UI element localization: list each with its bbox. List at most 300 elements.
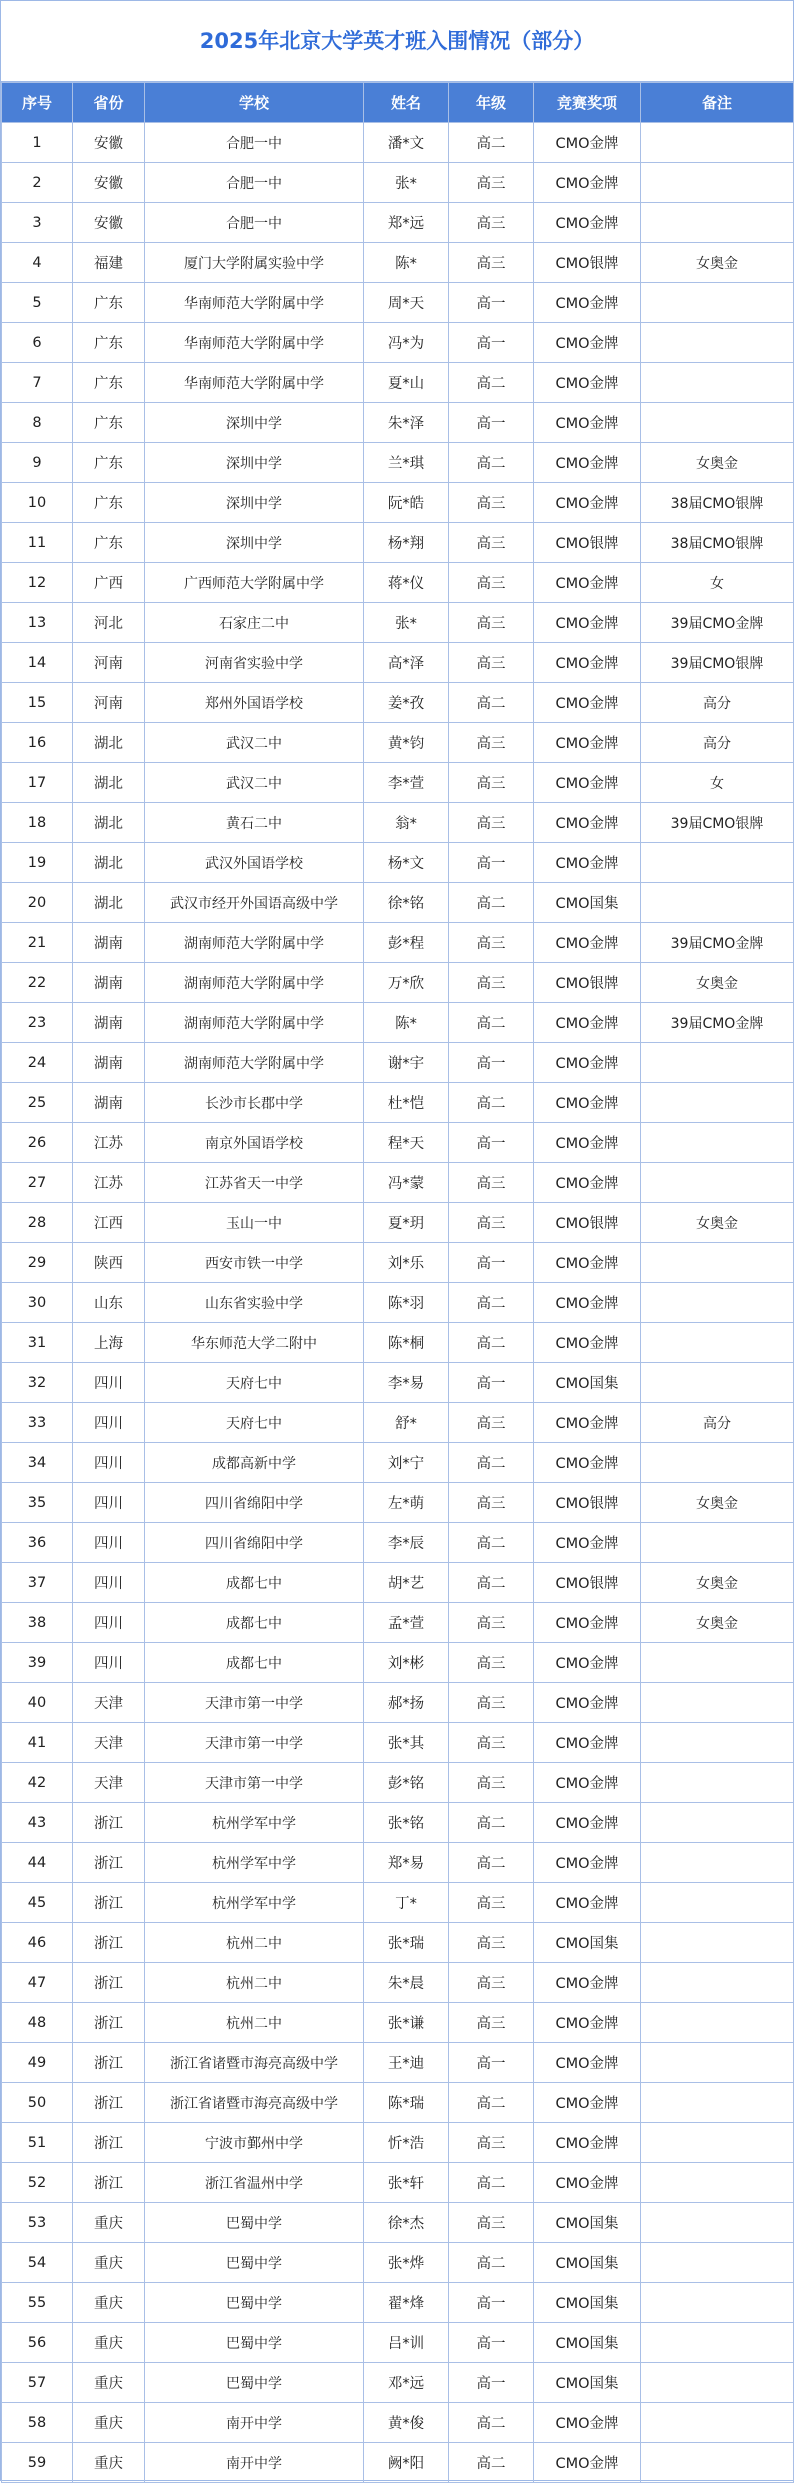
cell-note xyxy=(641,2203,794,2243)
cell-name: 冯*为 xyxy=(364,323,449,363)
cell-grade: 高三 xyxy=(449,1883,534,1923)
cell-province: 广东 xyxy=(73,283,145,323)
table-row xyxy=(2,763,794,803)
cell-name: 黄*俊 xyxy=(364,2403,449,2443)
table-row xyxy=(2,1043,794,1083)
cell-grade: 高二 xyxy=(449,1443,534,1483)
cell-province: 广东 xyxy=(73,443,145,483)
cell-award: CMO金牌 xyxy=(534,203,641,243)
cell-note: 高分 xyxy=(641,1403,794,1443)
cell-name: 张*轩 xyxy=(364,2163,449,2203)
cell-school: 杭州二中 xyxy=(145,2003,364,2043)
cell-province: 浙江 xyxy=(73,1883,145,1923)
cell-province: 广西 xyxy=(73,563,145,603)
cell-award: CMO银牌 xyxy=(534,963,641,1003)
cell-school: 成都七中 xyxy=(145,1603,364,1643)
cell-province: 重庆 xyxy=(73,2323,145,2363)
cell-school: 深圳中学 xyxy=(145,483,364,523)
cell-province: 江苏 xyxy=(73,1163,145,1203)
cell-grade: 高一 xyxy=(449,2283,534,2323)
cell-note xyxy=(641,123,794,163)
cell-award: CMO银牌 xyxy=(534,1483,641,1523)
cell-school: 武汉外国语学校 xyxy=(145,843,364,883)
cell-grade: 高一 xyxy=(449,2363,534,2403)
table-row xyxy=(2,643,794,683)
cell-school: 武汉二中 xyxy=(145,723,364,763)
cell-school: 南京外国语学校 xyxy=(145,1123,364,1163)
table-row xyxy=(2,1523,794,1563)
cell-province: 浙江 xyxy=(73,2123,145,2163)
cell-province: 河南 xyxy=(73,643,145,683)
cell-name: 兰*琪 xyxy=(364,443,449,483)
header-note: 备注 xyxy=(641,83,794,123)
cell-school: 深圳中学 xyxy=(145,443,364,483)
cell-index: 34 xyxy=(2,1443,73,1483)
cell-note xyxy=(641,2363,794,2403)
cell-grade: 高三 xyxy=(449,603,534,643)
cell-school: 华南师范大学附属中学 xyxy=(145,283,364,323)
cell-province: 浙江 xyxy=(73,1923,145,1963)
cell-grade: 高三 xyxy=(449,243,534,283)
cell-note: 39届CMO银牌 xyxy=(641,643,794,683)
header-school: 学校 xyxy=(145,83,364,123)
cell-award: CMO金牌 xyxy=(534,2443,641,2483)
table-row xyxy=(2,723,794,763)
cell-school: 浙江省温州中学 xyxy=(145,2163,364,2203)
cell-grade: 高一 xyxy=(449,283,534,323)
cell-grade: 高三 xyxy=(449,1763,534,1803)
cell-grade: 高三 xyxy=(449,1203,534,1243)
cell-note xyxy=(641,163,794,203)
table-row xyxy=(2,2283,794,2323)
cell-name: 陈* xyxy=(364,243,449,283)
table-row xyxy=(2,1563,794,1603)
cell-grade: 高三 xyxy=(449,2203,534,2243)
cell-index: 38 xyxy=(2,1603,73,1643)
cell-award: CMO金牌 xyxy=(534,1243,641,1283)
cell-index: 4 xyxy=(2,243,73,283)
cell-index: 39 xyxy=(2,1643,73,1683)
cell-index: 48 xyxy=(2,2003,73,2043)
cell-name: 阙*阳 xyxy=(364,2443,449,2483)
cell-index: 55 xyxy=(2,2283,73,2323)
cell-award: CMO金牌 xyxy=(534,483,641,523)
cell-note: 38届CMO银牌 xyxy=(641,483,794,523)
table-row xyxy=(2,883,794,923)
cell-note: 女奥金 xyxy=(641,1203,794,1243)
cell-school: 华南师范大学附属中学 xyxy=(145,363,364,403)
cell-name: 高*泽 xyxy=(364,643,449,683)
cell-grade: 高二 xyxy=(449,1003,534,1043)
cell-name: 谢*宇 xyxy=(364,1043,449,1083)
cell-note: 女奥金 xyxy=(641,443,794,483)
table-row xyxy=(2,1923,794,1963)
cell-index: 18 xyxy=(2,803,73,843)
header-index: 序号 xyxy=(2,83,73,123)
cell-note xyxy=(641,1043,794,1083)
cell-note xyxy=(641,323,794,363)
cell-province: 湖北 xyxy=(73,723,145,763)
cell-province: 天津 xyxy=(73,1763,145,1803)
cell-name: 邓*远 xyxy=(364,2363,449,2403)
table-row xyxy=(2,1603,794,1643)
cell-province: 陕西 xyxy=(73,1243,145,1283)
cell-note xyxy=(641,1803,794,1843)
cell-grade: 高一 xyxy=(449,2043,534,2083)
cell-province: 湖南 xyxy=(73,963,145,1003)
cell-award: CMO银牌 xyxy=(534,1203,641,1243)
cell-province: 安徽 xyxy=(73,123,145,163)
cell-name: 夏*玥 xyxy=(364,1203,449,1243)
cell-school: 巴蜀中学 xyxy=(145,2363,364,2403)
cell-school: 湖南师范大学附属中学 xyxy=(145,1003,364,1043)
table-row xyxy=(2,1123,794,1163)
header-province: 省份 xyxy=(73,83,145,123)
cell-note xyxy=(641,2163,794,2203)
cell-award: CMO金牌 xyxy=(534,363,641,403)
cell-note xyxy=(641,1243,794,1283)
cell-grade: 高一 xyxy=(449,1123,534,1163)
cell-school: 厦门大学附属实验中学 xyxy=(145,243,364,283)
cell-index: 40 xyxy=(2,1683,73,1723)
cell-note xyxy=(641,2123,794,2163)
cell-name: 陈*瑞 xyxy=(364,2083,449,2123)
cell-index: 26 xyxy=(2,1123,73,1163)
cell-note xyxy=(641,1163,794,1203)
cell-school: 长沙市长郡中学 xyxy=(145,1083,364,1123)
cell-note xyxy=(641,403,794,443)
cell-note xyxy=(641,363,794,403)
cell-award: CMO金牌 xyxy=(534,563,641,603)
table-row xyxy=(2,483,794,523)
cell-school: 石家庄二中 xyxy=(145,603,364,643)
cell-province: 湖南 xyxy=(73,923,145,963)
cell-award: CMO金牌 xyxy=(534,1083,641,1123)
cell-province: 浙江 xyxy=(73,2083,145,2123)
cell-name: 吕*训 xyxy=(364,2323,449,2363)
cell-grade: 高二 xyxy=(449,1283,534,1323)
table-row xyxy=(2,843,794,883)
cell-index: 30 xyxy=(2,1283,73,1323)
cell-school: 杭州二中 xyxy=(145,1923,364,1963)
cell-school: 武汉市经开外国语高级中学 xyxy=(145,883,364,923)
cell-grade: 高二 xyxy=(449,1083,534,1123)
cell-note: 39届CMO金牌 xyxy=(641,603,794,643)
cell-index: 37 xyxy=(2,1563,73,1603)
cell-grade: 高三 xyxy=(449,643,534,683)
cell-grade: 高二 xyxy=(449,1563,534,1603)
cell-note xyxy=(641,2043,794,2083)
cell-name: 周*天 xyxy=(364,283,449,323)
cell-name: 胡*艺 xyxy=(364,1563,449,1603)
cell-note xyxy=(641,1683,794,1723)
cell-index: 15 xyxy=(2,683,73,723)
table-row xyxy=(2,2323,794,2363)
cell-index: 10 xyxy=(2,483,73,523)
cell-name: 陈*羽 xyxy=(364,1283,449,1323)
table-row xyxy=(2,2043,794,2083)
cell-award: CMO国集 xyxy=(534,2283,641,2323)
cell-name: 郝*扬 xyxy=(364,1683,449,1723)
cell-award: CMO金牌 xyxy=(534,1443,641,1483)
cell-school: 深圳中学 xyxy=(145,523,364,563)
cell-note: 高分 xyxy=(641,723,794,763)
cell-index: 56 xyxy=(2,2323,73,2363)
table-row xyxy=(2,323,794,363)
table-header-row xyxy=(2,83,794,123)
cell-note xyxy=(641,2323,794,2363)
cell-province: 湖南 xyxy=(73,1003,145,1043)
cell-province: 湖北 xyxy=(73,843,145,883)
cell-school: 巴蜀中学 xyxy=(145,2203,364,2243)
cell-award: CMO金牌 xyxy=(534,2003,641,2043)
cell-school: 杭州二中 xyxy=(145,1963,364,2003)
cell-grade: 高二 xyxy=(449,683,534,723)
cell-school: 华东师范大学二附中 xyxy=(145,1323,364,1363)
cell-school: 四川省绵阳中学 xyxy=(145,1483,364,1523)
cell-index: 50 xyxy=(2,2083,73,2123)
cell-index: 57 xyxy=(2,2363,73,2403)
header-award: 竞赛奖项 xyxy=(534,83,641,123)
cell-grade: 高三 xyxy=(449,1483,534,1523)
cell-note: 女奥金 xyxy=(641,1483,794,1523)
cell-award: CMO国集 xyxy=(534,2243,641,2283)
cell-note xyxy=(641,203,794,243)
cell-award: CMO银牌 xyxy=(534,523,641,563)
cell-award: CMO银牌 xyxy=(534,1563,641,1603)
cell-note: 女 xyxy=(641,563,794,603)
cell-note xyxy=(641,2003,794,2043)
cell-index: 45 xyxy=(2,1883,73,1923)
cell-grade: 高二 xyxy=(449,1323,534,1363)
cell-grade: 高二 xyxy=(449,443,534,483)
cell-award: CMO金牌 xyxy=(534,323,641,363)
cell-province: 广东 xyxy=(73,403,145,443)
cell-school: 合肥一中 xyxy=(145,203,364,243)
cell-award: CMO金牌 xyxy=(534,1043,641,1083)
table-row xyxy=(2,923,794,963)
cell-school: 四川省绵阳中学 xyxy=(145,1523,364,1563)
cell-index: 21 xyxy=(2,923,73,963)
cell-name: 张*其 xyxy=(364,1723,449,1763)
cell-grade: 高三 xyxy=(449,1403,534,1443)
header-name: 姓名 xyxy=(364,83,449,123)
cell-index: 1 xyxy=(2,123,73,163)
cell-award: CMO金牌 xyxy=(534,923,641,963)
table-row xyxy=(2,2443,794,2483)
cell-school: 玉山一中 xyxy=(145,1203,364,1243)
table-row xyxy=(2,403,794,443)
cell-index: 25 xyxy=(2,1083,73,1123)
table-row xyxy=(2,963,794,1003)
cell-name: 刘*宁 xyxy=(364,1443,449,1483)
cell-province: 江苏 xyxy=(73,1123,145,1163)
cell-award: CMO国集 xyxy=(534,2203,641,2243)
cell-index: 16 xyxy=(2,723,73,763)
table-row xyxy=(2,1763,794,1803)
cell-index: 28 xyxy=(2,1203,73,1243)
cell-school: 浙江省诸暨市海亮高级中学 xyxy=(145,2083,364,2123)
cell-name: 王*迪 xyxy=(364,2043,449,2083)
cell-index: 8 xyxy=(2,403,73,443)
cell-name: 陈*桐 xyxy=(364,1323,449,1363)
cell-province: 安徽 xyxy=(73,203,145,243)
cell-award: CMO国集 xyxy=(534,1363,641,1403)
cell-award: CMO金牌 xyxy=(534,643,641,683)
cell-index: 9 xyxy=(2,443,73,483)
cell-index: 58 xyxy=(2,2403,73,2443)
cell-note xyxy=(641,1643,794,1683)
cell-note xyxy=(641,1123,794,1163)
cell-grade: 高二 xyxy=(449,1843,534,1883)
cell-grade: 高三 xyxy=(449,483,534,523)
cell-name: 陈* xyxy=(364,1003,449,1043)
table-row xyxy=(2,1243,794,1283)
cell-note xyxy=(641,2443,794,2483)
header-grade: 年级 xyxy=(449,83,534,123)
cell-award: CMO金牌 xyxy=(534,723,641,763)
cell-province: 重庆 xyxy=(73,2243,145,2283)
cell-school: 广西师范大学附属中学 xyxy=(145,563,364,603)
cell-grade: 高二 xyxy=(449,1523,534,1563)
cell-note: 39届CMO金牌 xyxy=(641,1003,794,1043)
cell-school: 合肥一中 xyxy=(145,163,364,203)
cell-province: 河北 xyxy=(73,603,145,643)
cell-award: CMO金牌 xyxy=(534,283,641,323)
cell-province: 浙江 xyxy=(73,2163,145,2203)
cell-index: 47 xyxy=(2,1963,73,2003)
cell-name: 徐*铭 xyxy=(364,883,449,923)
cell-school: 天府七中 xyxy=(145,1363,364,1403)
table-row xyxy=(2,2083,794,2123)
cell-school: 郑州外国语学校 xyxy=(145,683,364,723)
table-row xyxy=(2,1643,794,1683)
cell-award: CMO金牌 xyxy=(534,1803,641,1843)
cell-name: 姜*孜 xyxy=(364,683,449,723)
cell-note xyxy=(641,1083,794,1123)
cell-award: CMO金牌 xyxy=(534,1123,641,1163)
cell-name: 郑*远 xyxy=(364,203,449,243)
table-row xyxy=(2,2203,794,2243)
cell-name: 翁* xyxy=(364,803,449,843)
cell-note xyxy=(641,1843,794,1883)
cell-province: 湖北 xyxy=(73,763,145,803)
cell-note: 39届CMO金牌 xyxy=(641,923,794,963)
cell-award: CMO金牌 xyxy=(534,1403,641,1443)
cell-index: 17 xyxy=(2,763,73,803)
table-row xyxy=(2,563,794,603)
cell-school: 天府七中 xyxy=(145,1403,364,1443)
cell-award: CMO国集 xyxy=(534,2363,641,2403)
cell-award: CMO金牌 xyxy=(534,163,641,203)
cell-name: 杨*文 xyxy=(364,843,449,883)
cell-award: CMO金牌 xyxy=(534,1763,641,1803)
cell-name: 彭*程 xyxy=(364,923,449,963)
cell-award: CMO金牌 xyxy=(534,1523,641,1563)
cell-index: 23 xyxy=(2,1003,73,1043)
cell-award: CMO金牌 xyxy=(534,2163,641,2203)
cell-note xyxy=(641,1923,794,1963)
cell-school: 湖南师范大学附属中学 xyxy=(145,923,364,963)
cell-name: 蒋*仪 xyxy=(364,563,449,603)
table-row xyxy=(2,1403,794,1443)
cell-school: 成都七中 xyxy=(145,1563,364,1603)
cell-grade: 高二 xyxy=(449,2163,534,2203)
cell-province: 上海 xyxy=(73,1323,145,1363)
cell-note: 女奥金 xyxy=(641,963,794,1003)
cell-award: CMO金牌 xyxy=(534,803,641,843)
cell-index: 51 xyxy=(2,2123,73,2163)
table-row xyxy=(2,1163,794,1203)
table-row xyxy=(2,203,794,243)
cell-award: CMO金牌 xyxy=(534,123,641,163)
table-row xyxy=(2,1283,794,1323)
cell-grade: 高一 xyxy=(449,2323,534,2363)
cell-award: CMO金牌 xyxy=(534,1723,641,1763)
table-row xyxy=(2,2403,794,2443)
cell-award: CMO金牌 xyxy=(534,2123,641,2163)
cell-index: 7 xyxy=(2,363,73,403)
cell-grade: 高三 xyxy=(449,1723,534,1763)
cell-grade: 高三 xyxy=(449,523,534,563)
cell-province: 福建 xyxy=(73,243,145,283)
cell-award: CMO金牌 xyxy=(534,1643,641,1683)
table-body xyxy=(2,123,794,2483)
cell-name: 刘*彬 xyxy=(364,1643,449,1683)
table-row xyxy=(2,2163,794,2203)
cell-grade: 高三 xyxy=(449,2123,534,2163)
cell-index: 12 xyxy=(2,563,73,603)
cell-name: 杨*翔 xyxy=(364,523,449,563)
cell-note xyxy=(641,283,794,323)
cell-name: 郑*易 xyxy=(364,1843,449,1883)
cell-province: 四川 xyxy=(73,1523,145,1563)
cell-note xyxy=(641,2403,794,2443)
cell-province: 浙江 xyxy=(73,1803,145,1843)
table-row xyxy=(2,1883,794,1923)
cell-note xyxy=(641,1283,794,1323)
cell-note: 女 xyxy=(641,763,794,803)
cell-name: 李*萱 xyxy=(364,763,449,803)
cell-grade: 高三 xyxy=(449,1643,534,1683)
cell-school: 南开中学 xyxy=(145,2403,364,2443)
cell-note xyxy=(641,2243,794,2283)
cell-province: 湖南 xyxy=(73,1043,145,1083)
cell-index: 22 xyxy=(2,963,73,1003)
cell-name: 丁* xyxy=(364,1883,449,1923)
cell-school: 华南师范大学附属中学 xyxy=(145,323,364,363)
cell-index: 59 xyxy=(2,2443,73,2483)
cell-school: 巴蜀中学 xyxy=(145,2323,364,2363)
cell-province: 重庆 xyxy=(73,2283,145,2323)
cell-grade: 高二 xyxy=(449,2443,534,2483)
cell-award: CMO金牌 xyxy=(534,443,641,483)
cell-note xyxy=(641,1883,794,1923)
cell-province: 广东 xyxy=(73,523,145,563)
cell-grade: 高三 xyxy=(449,2003,534,2043)
cell-province: 重庆 xyxy=(73,2403,145,2443)
cell-grade: 高一 xyxy=(449,1243,534,1283)
cell-school: 湖南师范大学附属中学 xyxy=(145,1043,364,1083)
cell-school: 杭州学军中学 xyxy=(145,1803,364,1843)
table-row xyxy=(2,1443,794,1483)
cell-name: 张*铭 xyxy=(364,1803,449,1843)
cell-name: 程*天 xyxy=(364,1123,449,1163)
cell-grade: 高一 xyxy=(449,1363,534,1403)
cell-name: 朱*晨 xyxy=(364,1963,449,2003)
cell-province: 广东 xyxy=(73,363,145,403)
cell-school: 成都高新中学 xyxy=(145,1443,364,1483)
